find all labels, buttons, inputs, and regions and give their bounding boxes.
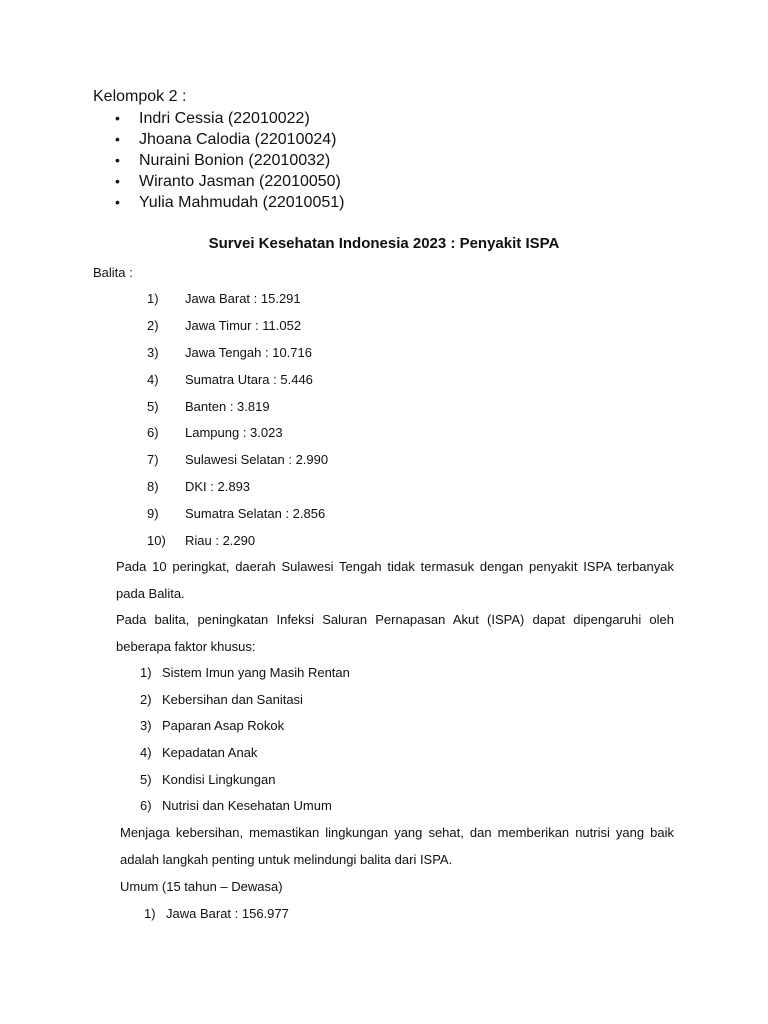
list-text: Sulawesi Selatan : 2.990 [185, 452, 329, 468]
list-number: 2) [140, 691, 152, 707]
list-number: 3) [140, 718, 152, 734]
list-text: DKI : 2.893 [185, 479, 251, 495]
list-item [113, 192, 344, 213]
list-item [140, 692, 350, 719]
list-item [147, 345, 328, 372]
balita-ranking-list [147, 291, 328, 560]
list-item [140, 772, 350, 799]
group-heading: Kelompok 2 : [93, 88, 187, 105]
list-text: Jawa Barat : 15.291 [185, 291, 301, 306]
list-text: Kepadatan Anak [162, 745, 258, 761]
list-number: 6) [147, 425, 159, 441]
list-number: 3) [147, 344, 159, 360]
list-text: Kebersihan dan Sanitasi [162, 691, 303, 707]
list-item [113, 108, 344, 129]
member-name: Nuraini Bonion (22010032) [139, 152, 331, 169]
list-text: Sistem Imun yang Masih Rentan [162, 665, 350, 680]
list-text: Jawa Barat : 156.977 [166, 906, 289, 921]
list-item [140, 745, 350, 772]
list-number: 6) [140, 798, 152, 814]
list-text: Sumatra Utara : 5.446 [185, 371, 313, 387]
list-number: 4) [140, 745, 152, 761]
list-number: 1) [147, 291, 159, 306]
list-item [147, 291, 328, 318]
list-item [147, 479, 328, 506]
list-text: Kondisi Lingkungan [162, 771, 276, 787]
document-title: Survei Kesehatan Indonesia 2023 : Penyakit ISPA [208, 235, 560, 252]
list-number: 5) [147, 398, 159, 414]
list-item [140, 718, 350, 745]
umum-ranking-list [144, 906, 289, 922]
list-text: Lampung : 3.023 [185, 425, 283, 441]
conclusion-paragraph: Menjaga kebersihan, memastikan lingkungan yang sehat, dan memberikan nutrisi yang baik adalah langkah penting untuk melindungi balita dari ISPA. [120, 825, 674, 867]
list-number: 9) [147, 506, 159, 522]
list-item [140, 665, 350, 692]
bullet-icon: • [115, 110, 120, 126]
member-name: Wiranto Jasman (22010050) [139, 173, 341, 190]
list-item [147, 399, 328, 426]
list-number: 10) [147, 533, 166, 549]
member-name: Indri Cessia (22010022) [139, 110, 310, 127]
list-item [147, 506, 328, 533]
bullet-icon: • [115, 131, 120, 147]
list-number: 8) [147, 479, 159, 495]
list-number: 2) [147, 317, 159, 333]
bullet-icon: • [115, 173, 120, 189]
list-number: 1) [140, 665, 152, 680]
list-text: Sumatra Selatan : 2.856 [185, 506, 326, 522]
list-number: 1) [144, 906, 156, 921]
list-item [147, 425, 328, 452]
member-name: Yulia Mahmudah (22010051) [139, 194, 345, 211]
list-item [147, 372, 328, 399]
list-item [147, 452, 328, 479]
list-number: 4) [147, 371, 159, 387]
bullet-icon: • [115, 194, 120, 210]
list-item [144, 906, 289, 922]
factors-intro-paragraph: Pada balita, peningkatan Infeksi Saluran Pernapasan Akut (ISPA) dapat dipengaruhi oleh beberapa faktor khusus: [116, 612, 674, 654]
list-item [113, 171, 344, 192]
umum-label: Umum (15 tahun – Dewasa) [120, 879, 283, 894]
list-text: Jawa Timur : 11.052 [185, 317, 302, 333]
list-item [113, 150, 344, 171]
member-list [113, 108, 344, 213]
bullet-icon: • [115, 152, 120, 168]
list-text: Paparan Asap Rokok [162, 718, 285, 734]
list-text: Nutrisi dan Kesehatan Umum [162, 798, 332, 814]
list-number: 7) [147, 452, 159, 468]
list-text: Riau : 2.290 [185, 533, 256, 549]
list-item [113, 129, 344, 150]
factor-list [140, 665, 350, 825]
member-name: Jhoana Calodia (22010024) [139, 131, 337, 148]
list-number: 5) [140, 771, 152, 787]
list-text: Banten : 3.819 [185, 398, 270, 414]
balita-label: Balita : [93, 265, 133, 280]
balita-note-paragraph: Pada 10 peringkat, daerah Sulawesi Tengah tidak termasuk dengan penyakit ISPA terbanyak pada Balita. [116, 559, 674, 601]
list-item [147, 318, 328, 345]
list-text: Jawa Tengah : 10.716 [185, 344, 312, 360]
